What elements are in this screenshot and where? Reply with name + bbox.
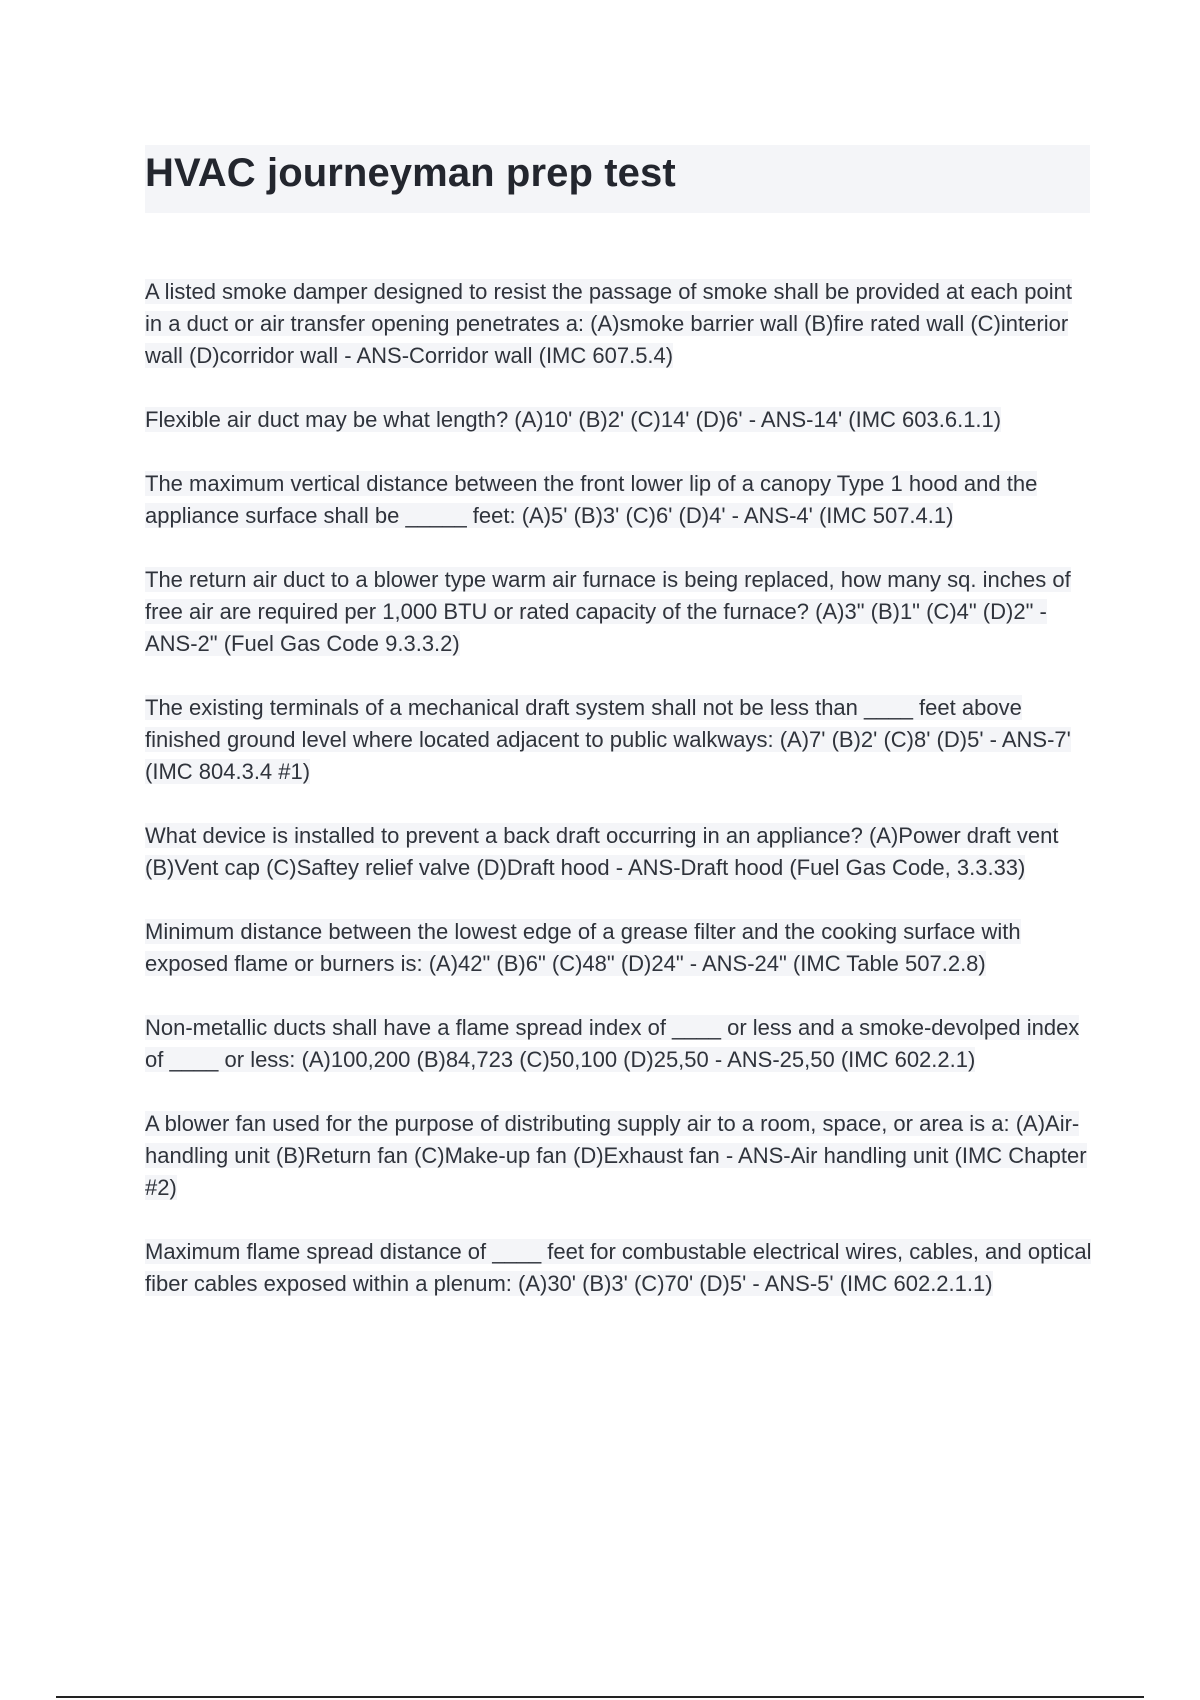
- question-text: The maximum vertical distance between the front lower lip of a canopy Type 1 hood and the appliance surface shall be _____ feet: (A)5' (B)3' (C)6' (D)4' - ANS-4' (IMC 507.4.1): [145, 471, 1038, 528]
- question-list: [145, 276, 1095, 1332]
- question-item: [145, 276, 1095, 372]
- question-text: Flexible air duct may be what length? (A)10' (B)2' (C)14' (D)6' - ANS-14' (IMC 603.6.1.1): [145, 407, 1002, 432]
- question-text: A listed smoke damper designed to resist the passage of smoke shall be provided at each point in a duct or air transfer opening penetrates a: (A)smoke barrier wall (B)fire rated wall (C)interior wall (D)corridor wall - ANS-Corridor wall (IMC 607.5.4): [145, 279, 1072, 368]
- question-item: [145, 916, 1095, 980]
- document-title: HVAC journeyman prep test: [145, 151, 676, 195]
- question-text: The return air duct to a blower type warm air furnace is being replaced, how many sq. inches of free air are required per 1,000 BTU or rated capacity of the furnace? (A)3" (B)1" (C)4" (D)2" - ANS-2" (Fuel Gas Code 9.3.3.2): [145, 567, 1071, 656]
- question-item: [145, 564, 1095, 660]
- question-text: Non-metallic ducts shall have a flame spread index of ____ or less and a smoke-devolped index of ____ or less: (A)100,200 (B)84,723 (C)50,100 (D)25,50 - ANS-25,50 (IMC 602.2.1): [145, 1015, 1080, 1072]
- question-item: [145, 404, 1095, 436]
- question-item: [145, 1236, 1095, 1300]
- question-item: [145, 468, 1095, 532]
- question-item: [145, 692, 1095, 788]
- question-text: Minimum distance between the lowest edge of a grease filter and the cooking surface with exposed flame or burners is: (A)42" (B)6" (C)48" (D)24" - ANS-24" (IMC Table 507.2.8): [145, 919, 1021, 976]
- question-item: [145, 1012, 1095, 1076]
- question-item: [145, 1108, 1095, 1204]
- question-item: [145, 820, 1095, 884]
- question-text: What device is installed to prevent a back draft occurring in an appliance? (A)Power draft vent (B)Vent cap (C)Saftey relief valve (D)Draft hood - ANS-Draft hood (Fuel Gas Code, 3.3.33): [145, 823, 1059, 880]
- footer-divider: [56, 1696, 1144, 1698]
- question-text: A blower fan used for the purpose of distributing supply air to a room, space, or area is a: (A)Air-handling unit (B)Return fan (C)Make-up fan (D)Exhaust fan - ANS-Air handling unit (IMC Chapter #2): [145, 1111, 1087, 1200]
- question-text: The existing terminals of a mechanical draft system shall not be less than ____ feet above finished ground level where located adjacent to public walkways: (A)7' (B)2' (C)8' (D)5' - ANS-7' (IMC 804.3.4 #1): [145, 695, 1071, 784]
- title-band: [145, 145, 1090, 213]
- question-text: Maximum flame spread distance of ____ feet for combustable electrical wires, cables, and optical fiber cables exposed within a plenum: (A)30' (B)3' (C)70' (D)5' - ANS-5' (IMC 602.2.1.1): [145, 1239, 1092, 1296]
